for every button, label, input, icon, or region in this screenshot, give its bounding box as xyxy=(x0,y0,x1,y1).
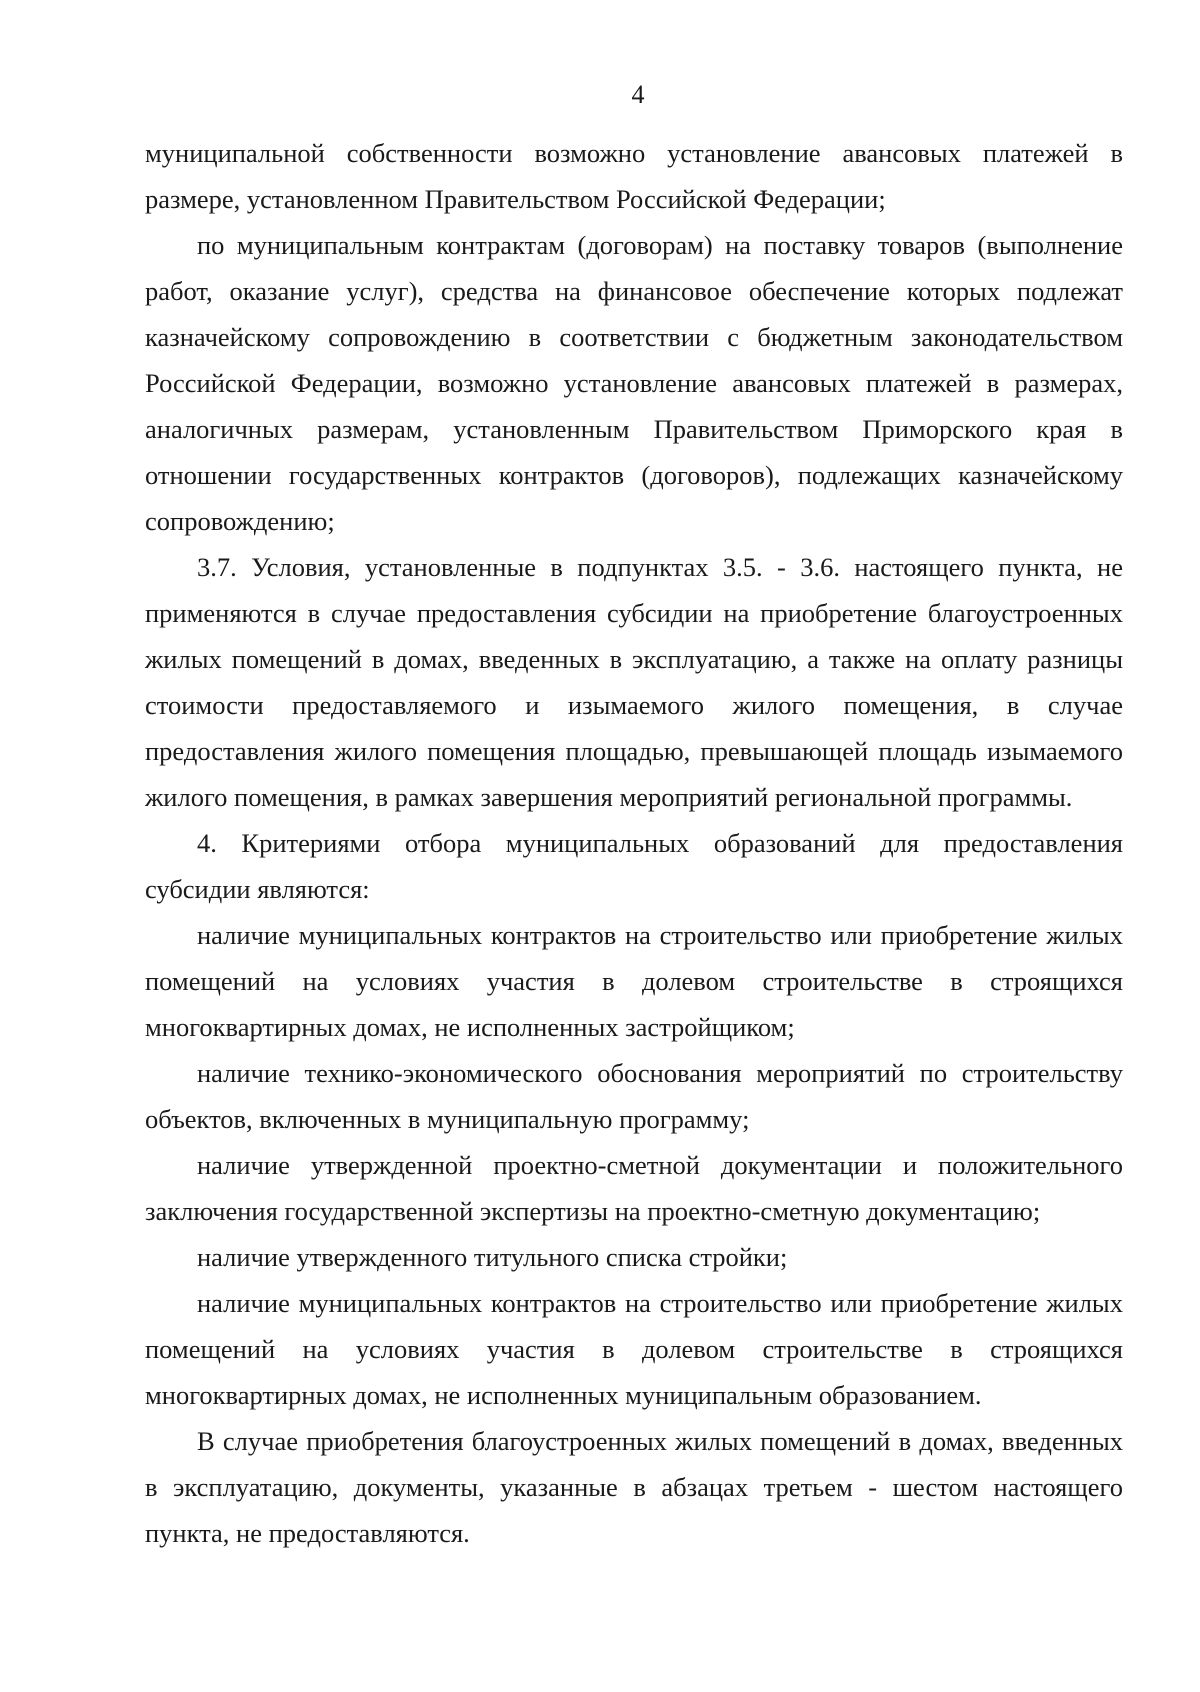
paragraph-documents-not-provided: В случае приобретения благоустроенных жилых помещений в домах, введенных в эксплуатацию, документы, указанные в абзацах третьем - шестом настоящего пункта, не предоставляются. xyxy=(145,1426,1123,1548)
criterion-title-list: наличие утвержденного титульного списка стройки; xyxy=(197,1242,788,1272)
document-body xyxy=(145,130,1123,1556)
paragraph-continuation-advance-payments: муниципальной собственности возможно установление авансовых платежей в размере, установленном Правительством Российской Федерации; xyxy=(145,138,1123,214)
criterion-design-documentation: наличие утвержденной проектно-сметной документации и положительного заключения государственной экспертизы на проектно-сметную документацию; xyxy=(145,1150,1123,1226)
paragraph-treasury-contracts: по муниципальным контрактам (договорам) на поставку товаров (выполнение работ, оказание услуг), средства на финансовое обеспечение которых подлежат казначейскому сопровождению в соответствии с бюджетным законодательством Российской Федерации, возможно установление авансовых платежей в размерах, аналогичных размерам, установленным Правительством Приморского края в отношении государственных контрактов (договоров), подлежащих казначейскому сопровождению; xyxy=(145,230,1123,536)
criterion-feasibility-study: наличие технико-экономического обоснования мероприятий по строительству объектов, включенных в муниципальную программу; xyxy=(145,1058,1123,1134)
criterion-municipal-contracts: наличие муниципальных контрактов на строительство или приобретение жилых помещений на условиях участия в долевом строительстве в строящихся многоквартирных домах, не исполненных муниципальным образованием. xyxy=(145,1288,1123,1410)
paragraph-4-selection-criteria: 4. Критериями отбора муниципальных образований для предоставления субсидии являются: xyxy=(145,828,1123,904)
paragraph-3-7-conditions: 3.7. Условия, установленные в подпунктах 3.5. - 3.6. настоящего пункта, не применяются в случае предоставления субсидии на приобретение благоустроенных жилых помещений в домах, введенных в эксплуатацию, а также на оплату разницы стоимости предоставляемого и изымаемого жилого помещения, в случае предоставления жилого помещения площадью, превышающей площадь изымаемого жилого помещения, в рамках завершения мероприятий региональной программы. xyxy=(145,552,1123,812)
criterion-developer-contracts: наличие муниципальных контрактов на строительство или приобретение жилых помещений на условиях участия в долевом строительстве в строящихся многоквартирных домах, не исполненных застройщиком; xyxy=(145,920,1123,1042)
page-number: 4 xyxy=(631,80,645,109)
